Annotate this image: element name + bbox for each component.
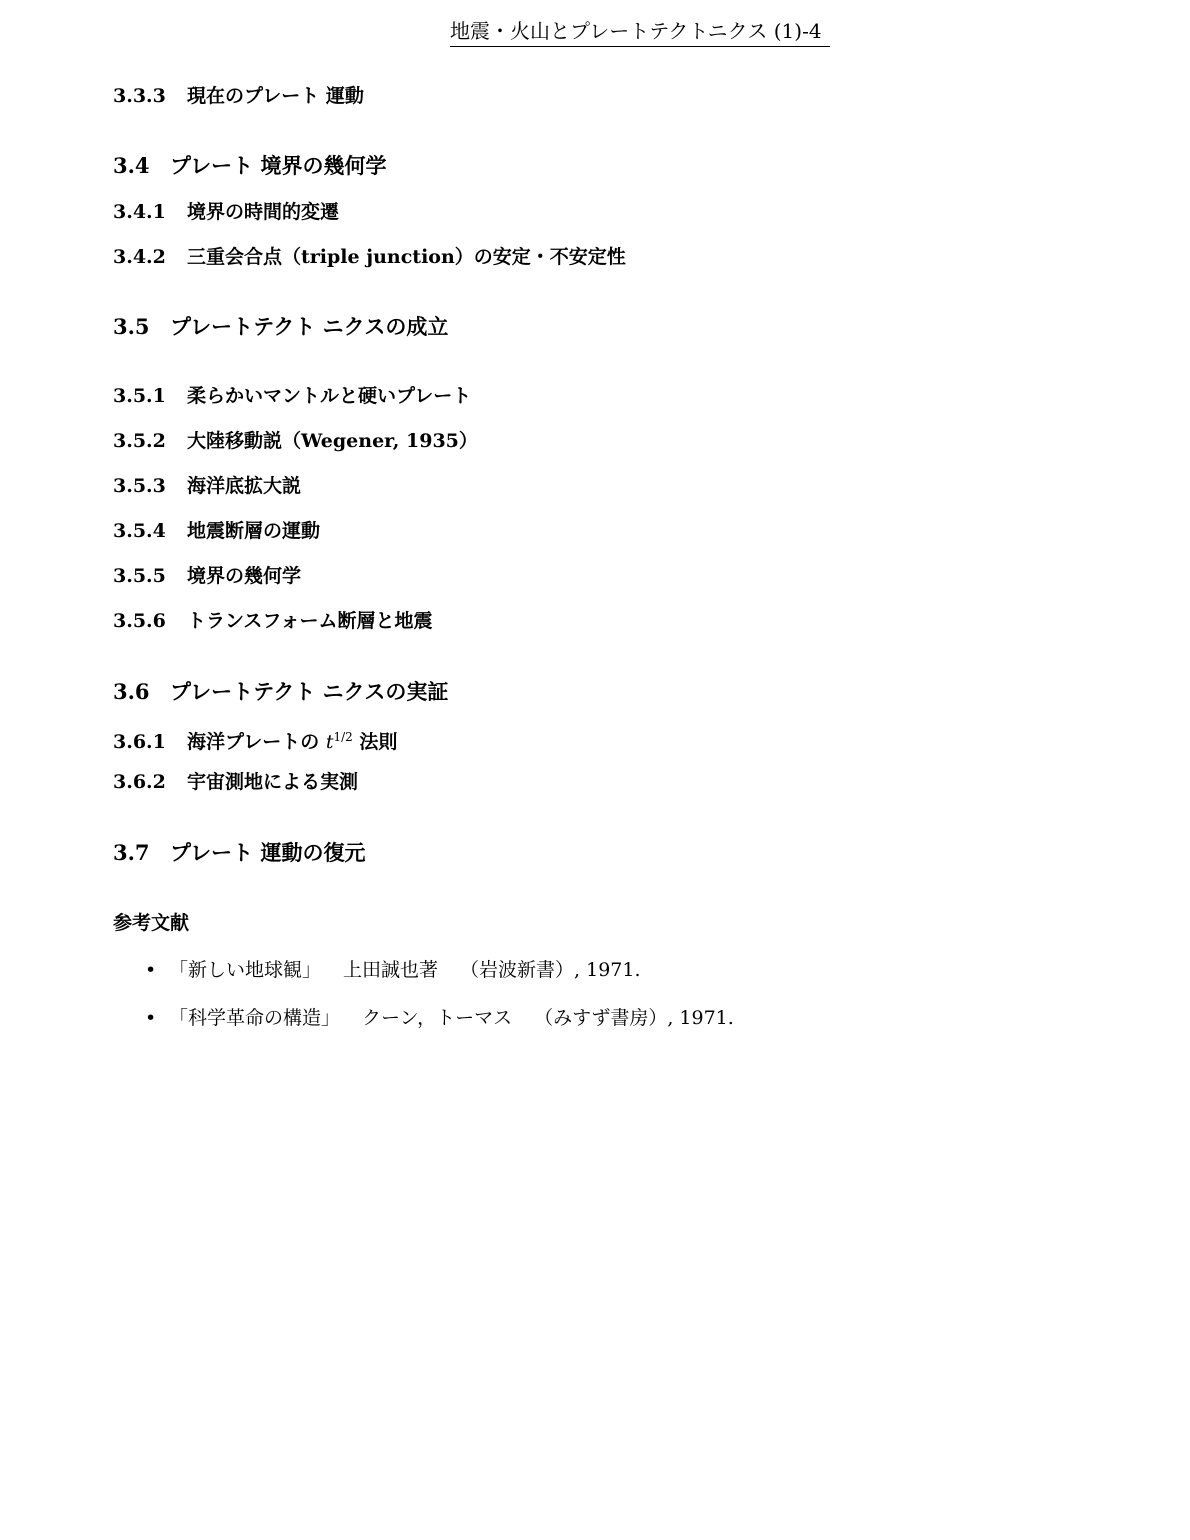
bullet-icon: • <box>145 1007 157 1029</box>
heading-title: プレート 境界の幾何学 <box>170 154 387 178</box>
heading-number: 3.5 <box>113 314 150 339</box>
heading-title: プレートテクト ニクスの成立 <box>170 315 449 339</box>
heading-title: プレート 運動の復元 <box>170 841 366 865</box>
heading-title: 境界の幾何学 <box>187 565 302 587</box>
heading-number: 3.5.6 <box>113 610 166 632</box>
heading-number: 3.4.2 <box>113 246 166 268</box>
heading-title: 現在のプレート 運動 <box>187 85 364 107</box>
heading-title-part: 法則 <box>352 731 398 753</box>
heading-title: 海洋底拡大説 <box>187 475 302 497</box>
heading-number: 3.5.4 <box>113 520 166 542</box>
heading-title: トランスフォーム断層と地震 <box>187 610 433 632</box>
heading-title: 地震断層の運動 <box>187 520 321 542</box>
heading-3-5-3 <box>113 474 301 498</box>
reference-book: 「新しい地球観」 <box>169 959 322 981</box>
heading-title: 宇宙測地による実測 <box>187 771 359 793</box>
heading-3-7 <box>113 839 365 867</box>
heading-title-latin: Wegener, 1935 <box>301 430 459 452</box>
heading-number: 3.5.5 <box>113 565 166 587</box>
heading-number: 3.5.1 <box>113 385 166 407</box>
heading-title-part: 大陸移動説（ <box>187 430 302 452</box>
running-header: 地震・火山とプレートテクトニクス (1)-4 <box>450 19 822 43</box>
heading-3-5-1 <box>113 384 471 408</box>
heading-3-3-3 <box>113 84 364 108</box>
heading-3-6-2 <box>113 770 358 794</box>
math-base: t <box>325 731 334 753</box>
reference-publisher: （みすず書房）, 1971. <box>534 1007 734 1029</box>
heading-3-4-2 <box>113 245 626 269</box>
heading-number: 3.6.1 <box>113 731 166 753</box>
heading-title-part: 海洋プレートの <box>187 731 326 753</box>
heading-title-part: ） <box>458 430 478 452</box>
heading-3-4 <box>113 152 386 180</box>
bullet-icon: • <box>145 959 157 981</box>
heading-number: 3.7 <box>113 840 150 865</box>
heading-title: 境界の時間的変遷 <box>187 201 340 223</box>
heading-title: プレートテクト ニクスの実証 <box>170 680 449 704</box>
heading-3-5-2 <box>113 429 478 453</box>
heading-3-5-6 <box>113 609 432 633</box>
heading-3-6 <box>113 678 448 706</box>
heading-3-5-4 <box>113 519 320 543</box>
math-t-power <box>326 731 353 753</box>
heading-title-part: 三重会合点（ <box>187 246 302 268</box>
heading-3-5-5 <box>113 564 301 588</box>
heading-3-4-1 <box>113 200 339 224</box>
reference-author: 上田誠也著 <box>343 959 439 981</box>
heading-number: 3.5.2 <box>113 430 166 452</box>
reference-item <box>145 1006 734 1030</box>
heading-number: 3.4.1 <box>113 201 166 223</box>
reference-item <box>145 958 641 982</box>
heading-3-6-1 <box>113 725 397 754</box>
heading-number: 3.6 <box>113 679 150 704</box>
references-title: 参考文献 <box>113 912 190 934</box>
reference-book: 「科学革命の構造」 <box>169 1007 341 1029</box>
heading-number: 3.6.2 <box>113 771 166 793</box>
reference-publisher: （岩波新書）, 1971. <box>460 959 641 981</box>
header-rule <box>450 46 830 47</box>
heading-number: 3.5.3 <box>113 475 166 497</box>
math-exponent: 1/2 <box>333 730 353 744</box>
reference-author: クーン，トーマス <box>362 1007 513 1029</box>
heading-title-part: ）の安定・不安定性 <box>454 246 626 268</box>
heading-3-5 <box>113 313 448 341</box>
heading-title-latin: triple junction <box>301 246 455 268</box>
heading-title: 柔らかいマントルと硬いプレート <box>187 385 472 407</box>
heading-number: 3.3.3 <box>113 85 166 107</box>
heading-number: 3.4 <box>113 153 150 178</box>
